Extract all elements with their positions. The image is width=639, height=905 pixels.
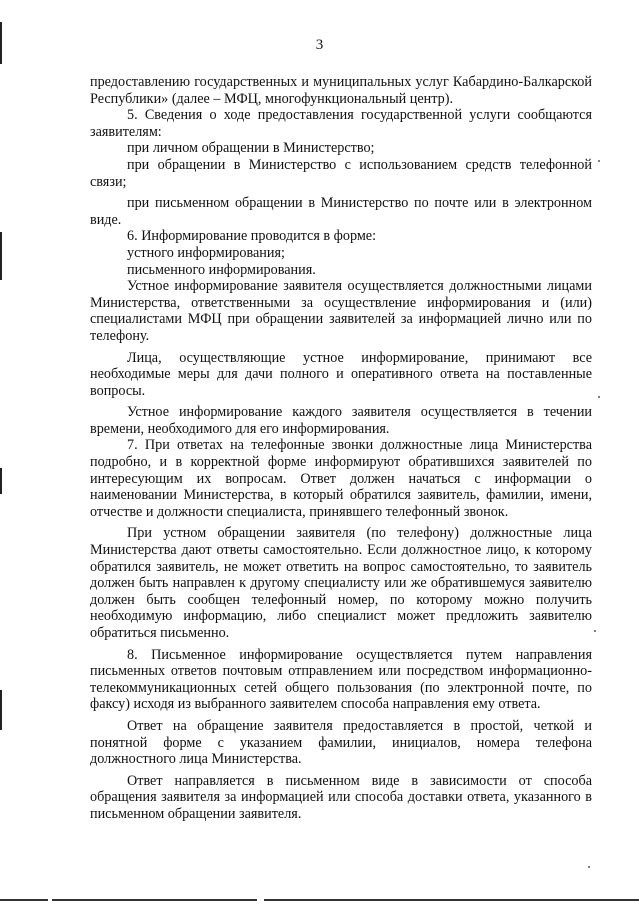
paragraph-continuation: предоставлению государственных и муниципальных услуг Кабардино-Балкарской Республики» (далее – МФЦ, многофункциональный центр).	[90, 74, 592, 107]
list-item: письменного информирования.	[127, 261, 316, 278]
scan-bottom-edge	[52, 899, 257, 901]
list-item: при письменном обращении в Министерство по почте или в электронном виде.	[90, 195, 592, 228]
list-item: при обращении в Министерство с использованием средств телефонной связи;	[90, 156, 592, 190]
scan-edge-mark	[0, 468, 2, 494]
paragraph: Лица, осуществляющие устное информирование, принимают все необходимые меры для дачи полного и оперативного ответа на поставленные вопросы.	[90, 349, 592, 399]
page-number: 3	[315, 37, 324, 53]
paragraph: При устном обращении заявителя (по телефону) должностные лица Министерства дают ответы самостоятельно. Если должностное лицо, к которому обратился заявитель, не может ответить на вопрос самостоятельно, то заявитель должен быть направлен к другому специалисту или же обратившемуся заявителю должен быть сообщен телефонный номер, по которому можно получить необходимую информацию, либо специалист может предложить заявителю обратиться письменно.	[90, 525, 592, 641]
scan-speck	[594, 630, 596, 632]
scan-edge-mark	[0, 690, 2, 730]
scan-speck	[598, 396, 600, 398]
list-item: при личном обращении в Министерство;	[127, 140, 375, 157]
scan-edge-mark	[0, 232, 2, 280]
scan-speck	[598, 160, 600, 162]
document-body	[90, 74, 592, 823]
paragraph-item-7: 7. При ответах на телефонные звонки должностные лица Министерства подробно, и в корректной форме информируют обратившихся заявителей по интересующим их вопросам. Ответ должен начаться с информации о наименовании Министерства, в который обратился заявитель, фамилии, имени, отчестве и должности специалиста, принявшего телефонный звонок.	[90, 437, 592, 520]
paragraph: Устное информирование заявителя осуществляется должностными лицами Министерства, ответственными за осуществление информирования и (или) специалистами МФЦ при обращении заявителей за информацией лично или по телефону.	[90, 278, 592, 344]
list-item: устного информирования;	[127, 244, 285, 261]
scan-bottom-edge	[0, 899, 48, 901]
scan-speck	[588, 866, 590, 868]
paragraph: Устное информирование каждого заявителя осуществляется в течении времени, необходимого для его информирования.	[90, 404, 592, 437]
paragraph: Ответ направляется в письменном виде в зависимости от способа обращения заявителя за информацией или способа доставки ответа, указанного в письменном обращении заявителя.	[90, 772, 592, 822]
paragraph-item-5: 5. Сведения о ходе предоставления государственной услуги сообщаются заявителям:	[90, 107, 592, 140]
paragraph-item-8: 8. Письменное информирование осуществляется путем направления письменных ответов почтовым отправлением или посредством информационно-телекоммуникационных сетей общего пользования (по электронной почте, по факсу) исходя из выбранного заявителем способа направления ему ответа.	[90, 646, 592, 713]
scan-bottom-edge	[264, 899, 639, 901]
paragraph: Ответ на обращение заявителя предоставляется в простой, четкой и понятной форме с указанием фамилии, инициалов, номера телефона должностного лица Министерства.	[90, 717, 592, 768]
paragraph-item-6: 6. Информирование проводится в форме:	[127, 228, 377, 245]
